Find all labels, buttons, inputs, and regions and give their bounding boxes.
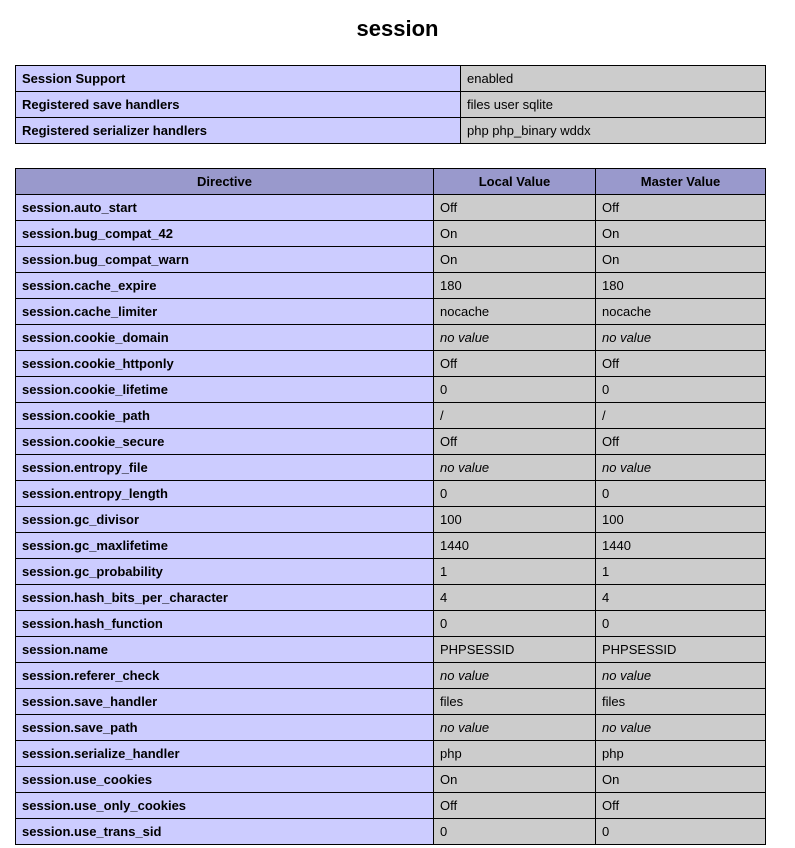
directive-cell: session.serialize_handler: [16, 741, 434, 767]
local-value-cell: 0: [434, 377, 596, 403]
master-value-cell: php: [596, 741, 766, 767]
local-value-cell: 0: [434, 481, 596, 507]
table-row: [16, 611, 766, 637]
directive-cell: session.use_trans_sid: [16, 819, 434, 845]
directive-cell: session.bug_compat_42: [16, 221, 434, 247]
directive-cell: session.cookie_domain: [16, 325, 434, 351]
directive-cell: session.hash_function: [16, 611, 434, 637]
master-value-cell: Off: [596, 195, 766, 221]
table-row: [16, 819, 766, 845]
local-value-cell: no value: [434, 455, 596, 481]
local-value-cell: nocache: [434, 299, 596, 325]
master-value-cell: no value: [596, 663, 766, 689]
table-row: [16, 429, 766, 455]
session-info-table-body: [16, 66, 766, 144]
master-value-cell: 0: [596, 481, 766, 507]
info-table-row: [16, 92, 766, 118]
table-row: [16, 741, 766, 767]
master-value-cell: no value: [596, 715, 766, 741]
master-value-cell: 100: [596, 507, 766, 533]
local-value-cell: 180: [434, 273, 596, 299]
directive-cell: session.cache_expire: [16, 273, 434, 299]
master-value-cell: On: [596, 221, 766, 247]
info-value-cell: files user sqlite: [461, 92, 766, 118]
directive-cell: session.bug_compat_warn: [16, 247, 434, 273]
table-row: [16, 403, 766, 429]
local-value-cell: 0: [434, 819, 596, 845]
local-value-cell: files: [434, 689, 596, 715]
directive-cell: session.save_handler: [16, 689, 434, 715]
directive-cell: session.use_only_cookies: [16, 793, 434, 819]
local-value-cell: 0: [434, 611, 596, 637]
table-row: [16, 585, 766, 611]
table-row: [16, 507, 766, 533]
table-row: [16, 195, 766, 221]
local-value-cell: 1: [434, 559, 596, 585]
directive-cell: session.cache_limiter: [16, 299, 434, 325]
directive-cell: session.name: [16, 637, 434, 663]
table-row: [16, 273, 766, 299]
local-value-cell: Off: [434, 793, 596, 819]
directive-cell: session.auto_start: [16, 195, 434, 221]
directive-cell: session.entropy_length: [16, 481, 434, 507]
local-value-cell: PHPSESSID: [434, 637, 596, 663]
session-info-table: [15, 65, 766, 144]
master-value-cell: 0: [596, 819, 766, 845]
tables-container: [15, 65, 765, 845]
table-row: [16, 377, 766, 403]
directive-cell: session.gc_probability: [16, 559, 434, 585]
directive-cell: session.referer_check: [16, 663, 434, 689]
local-value-cell: Off: [434, 195, 596, 221]
directive-cell: session.cookie_secure: [16, 429, 434, 455]
master-value-cell: Off: [596, 351, 766, 377]
directive-cell: session.hash_bits_per_character: [16, 585, 434, 611]
directives-table-body: [16, 195, 766, 845]
info-label-cell: Registered serializer handlers: [16, 118, 461, 144]
master-value-cell: 1440: [596, 533, 766, 559]
info-table-row: [16, 118, 766, 144]
local-value-cell: /: [434, 403, 596, 429]
local-value-cell: 100: [434, 507, 596, 533]
info-value-cell: php php_binary wddx: [461, 118, 766, 144]
directives-table: [15, 168, 766, 845]
table-row: [16, 481, 766, 507]
master-value-cell: PHPSESSID: [596, 637, 766, 663]
table-row: [16, 299, 766, 325]
local-value-cell: 1440: [434, 533, 596, 559]
master-value-cell: Off: [596, 429, 766, 455]
master-value-cell: no value: [596, 325, 766, 351]
table-row: [16, 455, 766, 481]
directive-cell: session.entropy_file: [16, 455, 434, 481]
directive-cell: session.cookie_lifetime: [16, 377, 434, 403]
directive-cell: session.gc_maxlifetime: [16, 533, 434, 559]
local-value-cell: no value: [434, 325, 596, 351]
master-value-cell: On: [596, 767, 766, 793]
info-table-row: [16, 66, 766, 92]
local-value-cell: On: [434, 247, 596, 273]
directive-cell: session.use_cookies: [16, 767, 434, 793]
master-value-cell: no value: [596, 455, 766, 481]
local-value-cell: On: [434, 221, 596, 247]
table-row: [16, 793, 766, 819]
table-row: [16, 247, 766, 273]
local-value-cell: php: [434, 741, 596, 767]
page-title: session: [356, 16, 439, 41]
master-value-cell: On: [596, 247, 766, 273]
local-value-cell: Off: [434, 351, 596, 377]
master-value-cell: nocache: [596, 299, 766, 325]
local-value-cell: On: [434, 767, 596, 793]
info-label-cell: Registered save handlers: [16, 92, 461, 118]
table-row: [16, 689, 766, 715]
info-label-cell: Session Support: [16, 66, 461, 92]
local-value-cell: 4: [434, 585, 596, 611]
master-value-cell: /: [596, 403, 766, 429]
master-value-cell: 0: [596, 611, 766, 637]
local-value-cell: no value: [434, 663, 596, 689]
table-row: [16, 637, 766, 663]
directive-cell: session.save_path: [16, 715, 434, 741]
master-value-cell: files: [596, 689, 766, 715]
table-row: [16, 325, 766, 351]
directive-cell: session.gc_divisor: [16, 507, 434, 533]
local-value-cell: no value: [434, 715, 596, 741]
master-value-cell: 4: [596, 585, 766, 611]
info-value-cell: enabled: [461, 66, 766, 92]
local-value-cell: Off: [434, 429, 596, 455]
table-row: [16, 715, 766, 741]
master-value-cell: 1: [596, 559, 766, 585]
table-row: [16, 221, 766, 247]
directive-cell: session.cookie_httponly: [16, 351, 434, 377]
directive-header: Directive: [16, 169, 434, 195]
master-value-header: Master Value: [596, 169, 766, 195]
master-value-cell: 0: [596, 377, 766, 403]
master-value-cell: Off: [596, 793, 766, 819]
directives-header-row: [16, 169, 766, 195]
table-row: [16, 663, 766, 689]
master-value-cell: 180: [596, 273, 766, 299]
table-row: [16, 351, 766, 377]
table-row: [16, 533, 766, 559]
table-row: [16, 559, 766, 585]
local-value-header: Local Value: [434, 169, 596, 195]
table-row: [16, 767, 766, 793]
directive-cell: session.cookie_path: [16, 403, 434, 429]
